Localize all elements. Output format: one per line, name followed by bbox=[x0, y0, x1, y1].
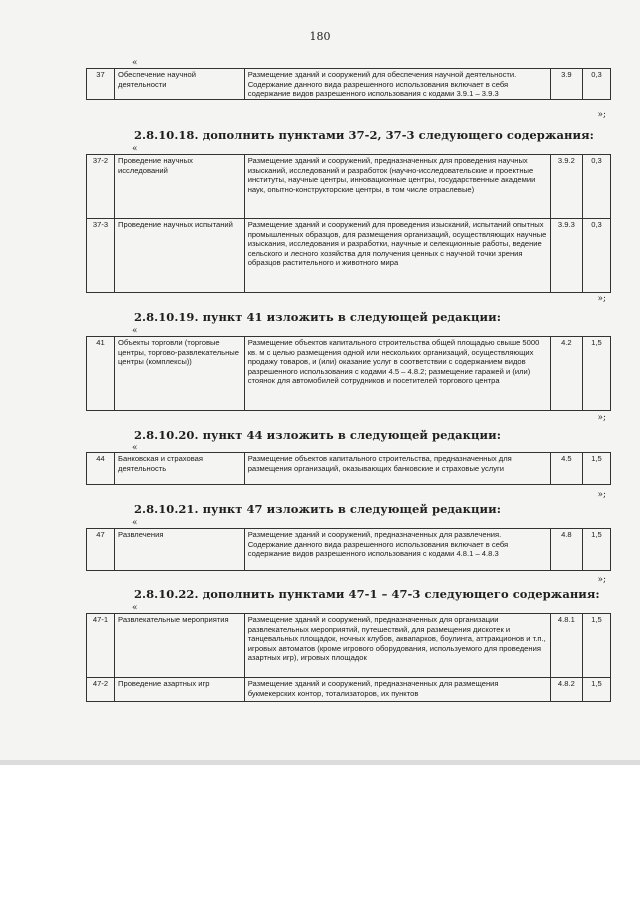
use-name: Проведение научных исследований bbox=[115, 155, 245, 219]
coefficient: 1,5 bbox=[582, 614, 610, 678]
use-code: 4.8.2 bbox=[550, 678, 582, 702]
close-quote: »; bbox=[597, 413, 606, 423]
use-code: 4.2 bbox=[550, 337, 582, 411]
row-number: 41 bbox=[87, 337, 115, 411]
row-number: 47-2 bbox=[87, 678, 115, 702]
use-description: Размещение зданий и сооружений, предназначенных для развлечения. Содержание данного вида разрешенного использования включает в себя содержание видов разрешенного использования с кодами 4.8.1 – 4.8.3 bbox=[244, 529, 550, 571]
use-code: 3.9 bbox=[550, 69, 582, 100]
table-row bbox=[87, 337, 611, 411]
use-description: Размещение объектов капитального строительства общей площадью свыше 5000 кв. м с целью размещения одной или нескольких организаций, осуществляющих продажу товаров, и (или) оказание услуг в соответствии с содержанием видов разрешенного использования с кодами 4.5 – 4.8.2; размещение гаражей и (или) стоянок для автомобилей сотрудников и посетителей торгового центра bbox=[244, 337, 550, 411]
coefficient: 1,5 bbox=[582, 678, 610, 702]
open-quote: « bbox=[132, 443, 138, 453]
section-heading: 2.8.10.19. пункт 41 изложить в следующей редакции: bbox=[134, 310, 502, 324]
open-quote: « bbox=[132, 144, 138, 154]
close-quote: »; bbox=[597, 575, 606, 585]
coefficient: 1,5 bbox=[582, 529, 610, 571]
use-description: Размещение зданий и сооружений, предназначенных для размещения букмекерских контор, тотализаторов, их пунктов bbox=[244, 678, 550, 702]
coefficient: 0,3 bbox=[582, 69, 610, 100]
open-quote: « bbox=[132, 58, 138, 68]
use-description: Размещение зданий и сооружений для проведения изысканий, испытаний опытных промышленных образцов, для размещения организаций, осуществляющих научные изыскания, исследования и разработки, научные и селекционные работы, ведение сельского и лесного хозяйства для получения ценных с научной точки зрения образцов растительного и животного мира bbox=[244, 219, 550, 293]
table-row bbox=[87, 69, 611, 100]
page-number: 180 bbox=[309, 30, 331, 43]
row-number: 47 bbox=[87, 529, 115, 571]
land-use-table bbox=[86, 452, 611, 485]
open-quote: « bbox=[132, 326, 138, 336]
use-name: Развлечения bbox=[115, 529, 245, 571]
scan-edge bbox=[0, 760, 640, 765]
land-use-table bbox=[86, 68, 611, 100]
table-row bbox=[87, 219, 611, 293]
section-heading: 2.8.10.18. дополнить пунктами 37-2, 37-3 следующего содержания: bbox=[134, 128, 594, 142]
table-row bbox=[87, 529, 611, 571]
close-quote: »; bbox=[597, 110, 606, 120]
coefficient: 1,5 bbox=[582, 337, 610, 411]
section-heading: 2.8.10.22. дополнить пунктами 47-1 – 47-3 следующего содержания: bbox=[134, 587, 600, 601]
use-name: Банковская и страховая деятельность bbox=[115, 453, 245, 485]
use-name: Объекты торговли (торговые центры, торгово-развлекательные центры (комплексы)) bbox=[115, 337, 245, 411]
use-name: Проведение азартных игр bbox=[115, 678, 245, 702]
open-quote: « bbox=[132, 518, 138, 528]
open-quote: « bbox=[132, 603, 138, 613]
use-code: 4.8 bbox=[550, 529, 582, 571]
use-code: 3.9.2 bbox=[550, 155, 582, 219]
section-heading: 2.8.10.20. пункт 44 изложить в следующей редакции: bbox=[134, 428, 502, 442]
section-heading: 2.8.10.21. пункт 47 изложить в следующей редакции: bbox=[134, 502, 502, 516]
land-use-table bbox=[86, 154, 611, 293]
use-name: Проведение научных испытаний bbox=[115, 219, 245, 293]
land-use-table bbox=[86, 613, 611, 702]
close-quote: »; bbox=[597, 294, 606, 304]
use-name: Обеспечение научной деятельности bbox=[115, 69, 245, 100]
row-number: 37-3 bbox=[87, 219, 115, 293]
table-row bbox=[87, 155, 611, 219]
land-use-table bbox=[86, 528, 611, 571]
use-description: Размещение зданий и сооружений, предназначенных для организации развлекательных мероприятий, путешествий, для размещения дискотек и танцевальных площадок, ночных клубов, аквапарков, боулинга, аттракционов и т.п., игровых автоматов (кроме игрового оборудования, используемого для проведения азартных игр), игровых площадок bbox=[244, 614, 550, 678]
row-number: 37-2 bbox=[87, 155, 115, 219]
coefficient: 0,3 bbox=[582, 219, 610, 293]
table-row bbox=[87, 614, 611, 678]
use-description: Размещение зданий и сооружений для обеспечения научной деятельности. Содержание данного вида разрешенного использования включает в себя содержание видов разрешенного использования с кодами 3.9.1 – 3.9.3 bbox=[244, 69, 550, 100]
coefficient: 0,3 bbox=[582, 155, 610, 219]
row-number: 37 bbox=[87, 69, 115, 100]
table-row bbox=[87, 453, 611, 485]
use-code: 3.9.3 bbox=[550, 219, 582, 293]
use-code: 4.8.1 bbox=[550, 614, 582, 678]
use-description: Размещение зданий и сооружений, предназначенных для проведения научных изысканий, исследований и разработок (научно-исследовательские и проектные институты, научные центры, инновационные центры, государственные академии наук, опытно-конструкторские центры, в том числе отраслевые) bbox=[244, 155, 550, 219]
row-number: 44 bbox=[87, 453, 115, 485]
use-code: 4.5 bbox=[550, 453, 582, 485]
row-number: 47-1 bbox=[87, 614, 115, 678]
use-name: Развлекательные мероприятия bbox=[115, 614, 245, 678]
table-row bbox=[87, 678, 611, 702]
use-description: Размещение объектов капитального строительства, предназначенных для размещения организаций, оказывающих банковские и страховые услуги bbox=[244, 453, 550, 485]
land-use-table bbox=[86, 336, 611, 411]
close-quote: »; bbox=[597, 490, 606, 500]
coefficient: 1,5 bbox=[582, 453, 610, 485]
